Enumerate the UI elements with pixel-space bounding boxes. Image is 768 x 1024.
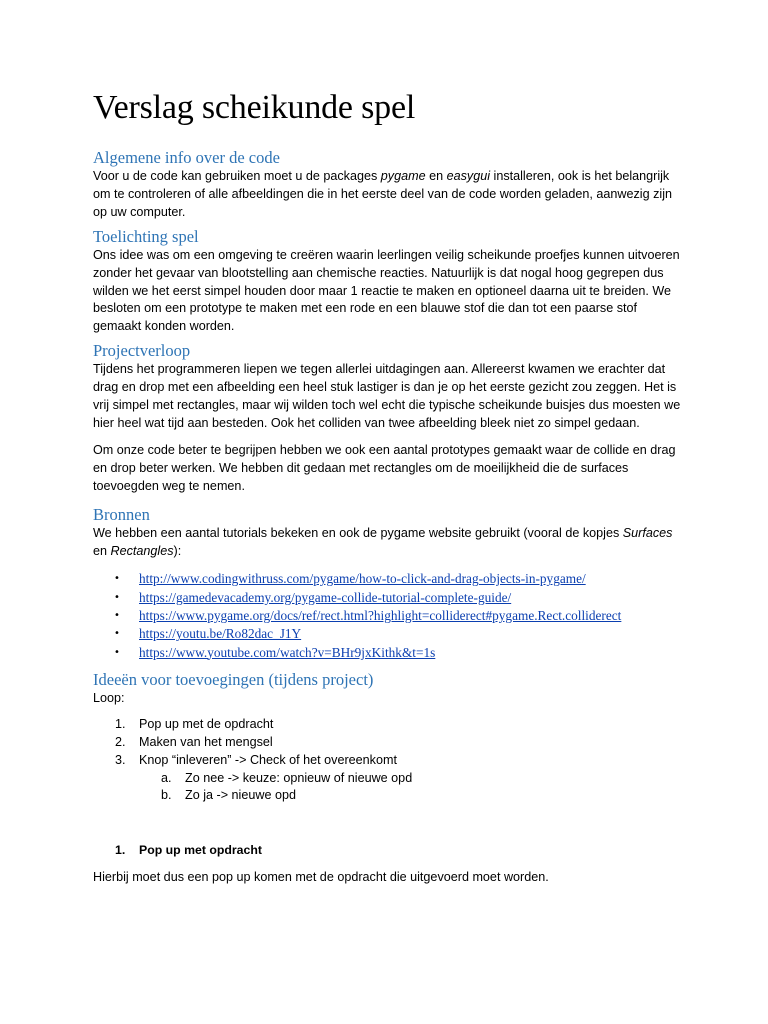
list-number: 1. bbox=[115, 716, 126, 731]
list-item bbox=[93, 716, 683, 734]
list-item bbox=[114, 607, 683, 625]
source-link-5[interactable]: https://www.youtube.com/watch?v=BHr9jxKithk&t=1s bbox=[139, 644, 436, 660]
list-item bbox=[114, 570, 683, 588]
substep-text: Zo ja -> nieuwe opd bbox=[185, 788, 296, 803]
paragraph-toelichting-spel: Ons idee was om een omgeving te creëren waarin leerlingen veilig scheikunde proefjes kunnen uitvoeren zonder het gevaar van blootstelling aan chemische reacties. Natuurlijk is dat nogal hoog gegrepen dus wilden we het eerst simpel houden door maar 1 reactie te maken en optioneel daarna uit te breiden. We besloten om een prototype te maken met een rode en een blauwe stof die dan tot een paarse stof gemaakt konden worden. bbox=[93, 247, 680, 334]
source-link-3[interactable]: https://www.pygame.org/docs/ref/rect.html?highlight=colliderect#pygame.Rect.colliderect bbox=[139, 608, 622, 623]
list-letter: b. bbox=[161, 788, 172, 803]
step-text: Maken van het mengsel bbox=[139, 734, 273, 749]
bullet-icon: • bbox=[114, 628, 120, 640]
loop-label: Loop: bbox=[93, 690, 125, 705]
list-item bbox=[114, 589, 683, 607]
list-item bbox=[93, 770, 683, 788]
document-content bbox=[93, 88, 683, 887]
heading-ideeen: Ideeën voor toevoegingen (tijdens project) bbox=[93, 669, 374, 689]
list-number: 2. bbox=[115, 734, 126, 749]
step-text: Knop “inleveren” -> Check of het overeenkomt bbox=[139, 752, 397, 767]
heading-algemene-info: Algemene info over de code bbox=[93, 148, 280, 167]
bullet-icon: • bbox=[114, 646, 120, 658]
steps-list bbox=[93, 716, 683, 770]
list-number: 3. bbox=[115, 752, 126, 767]
list-letter: a. bbox=[161, 770, 172, 785]
list-item bbox=[114, 644, 683, 662]
subheading-text: Pop up met opdracht bbox=[139, 843, 262, 858]
paragraph-projectverloop-2: Om onze code beter te begrijpen hebben we ook een aantal prototypes gemaakt waar de collide en drag en drop beter werken. We hebben dit gedaan met rectangles om de moeilijkheid die de surfaces toevoegden weg te nemen. bbox=[93, 442, 676, 493]
bullet-icon: • bbox=[114, 573, 120, 585]
list-number: 1. bbox=[115, 843, 126, 858]
source-link-list bbox=[93, 570, 683, 661]
paragraph-bronnen: We hebben een aantal tutorials bekeken en ook de pygame website gebruikt (vooral de kopjes Surfaces en Rectangles): bbox=[93, 525, 673, 558]
bullet-icon: • bbox=[114, 591, 120, 603]
list-item bbox=[114, 625, 683, 643]
source-link-4[interactable]: https://youtu.be/Ro82dac_J1Y bbox=[139, 626, 302, 642]
heading-toelichting-spel: Toelichting spel bbox=[93, 226, 199, 246]
substep-text: Zo nee -> keuze: opnieuw of nieuwe opd bbox=[185, 770, 413, 785]
step-text: Pop up met de opdracht bbox=[139, 716, 274, 731]
paragraph-projectverloop-1: Tijdens het programmeren liepen we tegen allerlei uitdagingen aan. Allereerst kwamen we erachter dat drag en drop met een afbeelding een heel stuk lastiger is dan je op het eerste gezicht zou zeggen. Het is vrij simpel met rectangles, maar wij wilden toch wel echt die typische scheikunde buisjes dus moesten we hier heel wat tijd aan besteden. Ook het colliden van twee afbeelding bleek niet zo simpel gedaan. bbox=[93, 362, 681, 430]
paragraph-pop-up: Hierbij moet dus een pop up komen met de opdracht die uitgevoerd moet worden. bbox=[93, 870, 549, 885]
list-item bbox=[93, 752, 683, 770]
heading-bronnen: Bronnen bbox=[93, 504, 150, 524]
list-item bbox=[93, 787, 683, 805]
subheading-pop-up bbox=[93, 841, 683, 859]
list-item bbox=[93, 734, 683, 752]
document-title: Verslag scheikunde spel bbox=[93, 89, 416, 126]
source-link-1[interactable]: http://www.codingwithruss.com/pygame/how-to-click-and-drag-objects-in-pygame/ bbox=[139, 571, 586, 587]
source-link-2[interactable]: https://gamedevacademy.org/pygame-collide-tutorial-complete-guide/ bbox=[139, 589, 512, 605]
bullet-icon: • bbox=[114, 610, 120, 621]
substeps-list bbox=[93, 770, 683, 806]
paragraph-algemene-info: Voor u de code kan gebruiken moet u de packages pygame en easygui installeren, ook is het belangrijk om te controleren of alle afbeeldingen die in het eerste deel van de code worden geladen, aanwezig zijn op uw computer. bbox=[93, 169, 673, 219]
heading-projectverloop: Projectverloop bbox=[93, 341, 191, 361]
